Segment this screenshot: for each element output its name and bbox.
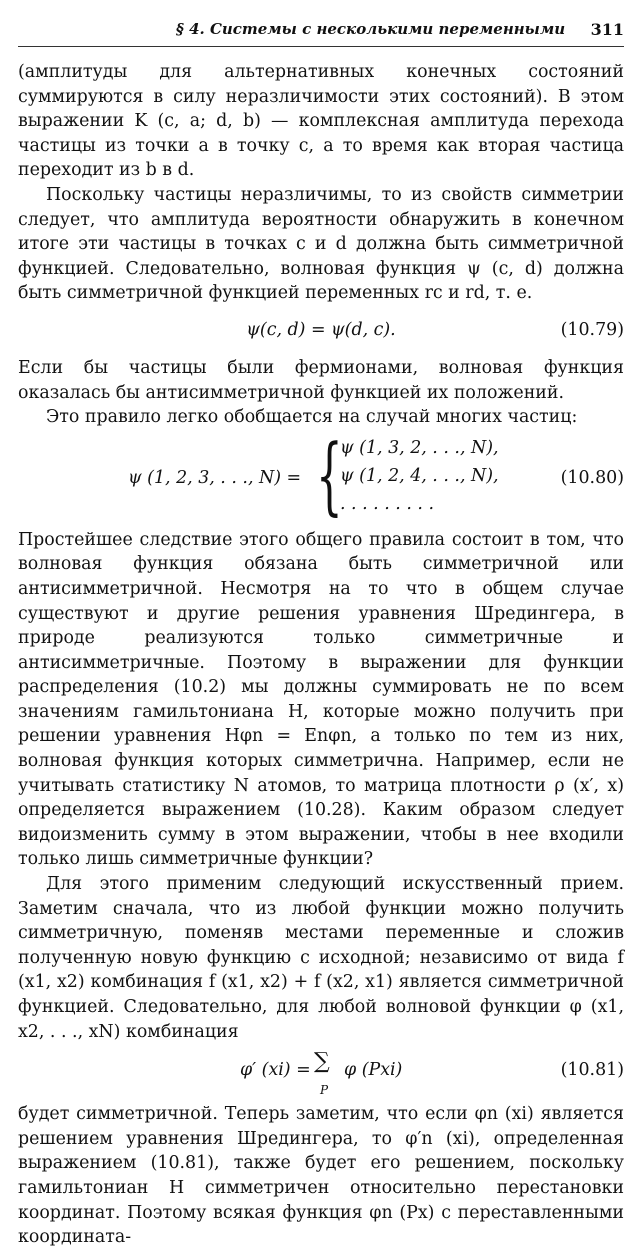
left-brace-icon: {	[316, 425, 343, 524]
equation-10-80-cases	[340, 434, 499, 518]
equation-case: . . . . . . . . .	[340, 493, 434, 514]
equation-10-80-number: (10.80)	[560, 467, 624, 488]
equation-10-81-number: (10.81)	[560, 1060, 624, 1081]
equation-case: ψ (1, 3, 2, . . ., N),	[340, 437, 499, 458]
equation-10-79-formula: ψ(c, d) = ψ(d, c).	[246, 319, 396, 340]
equation-10-80-lhs: ψ (1, 2, 3, . . ., N) =	[128, 467, 302, 488]
paragraph-6: Для этого применим следующий искусственный прием. Заметим сначала, что из любой функции можно получить симметричную, поменяв местами переменные и сложив полученную новую функцию с исходной; независимо от вида f (x1, x2) комбинация f (x1, x2) + f (x2, x1) является симметричной функцией. Следовательно, для любой волновой функции φ (x1, x2, . . ., xN) комбинация	[18, 874, 624, 1042]
paragraph-5: Простейшее следствие этого общего правила состоит в том, что волновая функция обязана быть симметричной или антисимметричной. Несмотря на то что в общем случае существуют и другие решения уравнения Шредингера, в природе реализуются только симметричные и антисимметричные. Поэтому в выражении для функции распределения (10.2) мы должны суммировать не по всем значениям гамильтониана H, которые можно получить при решении уравнения Hφn = Enφn, а только по тем из них, волновая функция которых симметрична. Например, если не учитывать статистику N атомов, то матрица плотности ρ (x′, x) определяется выражением (10.28). Каким образом следует видоизменить сумму в этом выражении, чтобы в нее входили только лишь симметричные функции?	[18, 529, 624, 870]
sum-subscript: P	[320, 1083, 329, 1098]
paragraph-3: Если бы частицы были фермионами, волновая функция оказалась бы антисимметричной функцией их положений.	[18, 357, 624, 403]
paragraph-7: будет симметричной. Теперь заметим, что если φn (xi) является решением уравнения Шредингера, то φ′n (xi), определенная выражением (10.81), также будет его решением, поскольку гамильтониан H симметричен относительно перестановки координат. Поэтому всякая функция φn (Px) с переставленными координата-	[18, 1104, 624, 1248]
equation-10-80	[18, 425, 624, 528]
page-body	[18, 60, 624, 1250]
equation-10-79-number: (10.79)	[560, 319, 624, 340]
equation-10-79	[18, 306, 624, 356]
paragraph-2: Поскольку частицы неразличимы, то из свойств симметрии следует, что амплитуда вероятности обнаружить в конечном итоге эти частицы в точках c и d должна быть симметричной функцией. Следовательно, волновая функция ψ (c, d) должна быть симметричной функцией переменных rc и rd, т. е.	[18, 184, 624, 304]
page-number: 311	[590, 20, 624, 39]
sum-symbol: ∑	[314, 1049, 330, 1075]
equation-10-81-lhs: φ′ (xi) =	[240, 1060, 311, 1081]
paragraph-1: (амплитуды для альтернативных конечных состояний суммируются в силу неразличимости этих состояний). В этом выражении K (c, a; d, b) — комплексная амплитуда перехода частицы из точки a в точку c, а то время как вторая частица переходит из b в d.	[18, 62, 624, 181]
page-header	[18, 16, 624, 47]
equation-case: ψ (1, 2, 4, . . ., N),	[340, 465, 499, 486]
equation-10-81-rhs: φ (Pxi)	[344, 1060, 403, 1081]
paragraph-4: Это правило легко обобщается на случай многих частиц:	[46, 407, 578, 428]
equation-10-81	[18, 1044, 624, 1102]
running-head: § 4. Системы с несколькими переменными	[176, 20, 566, 38]
